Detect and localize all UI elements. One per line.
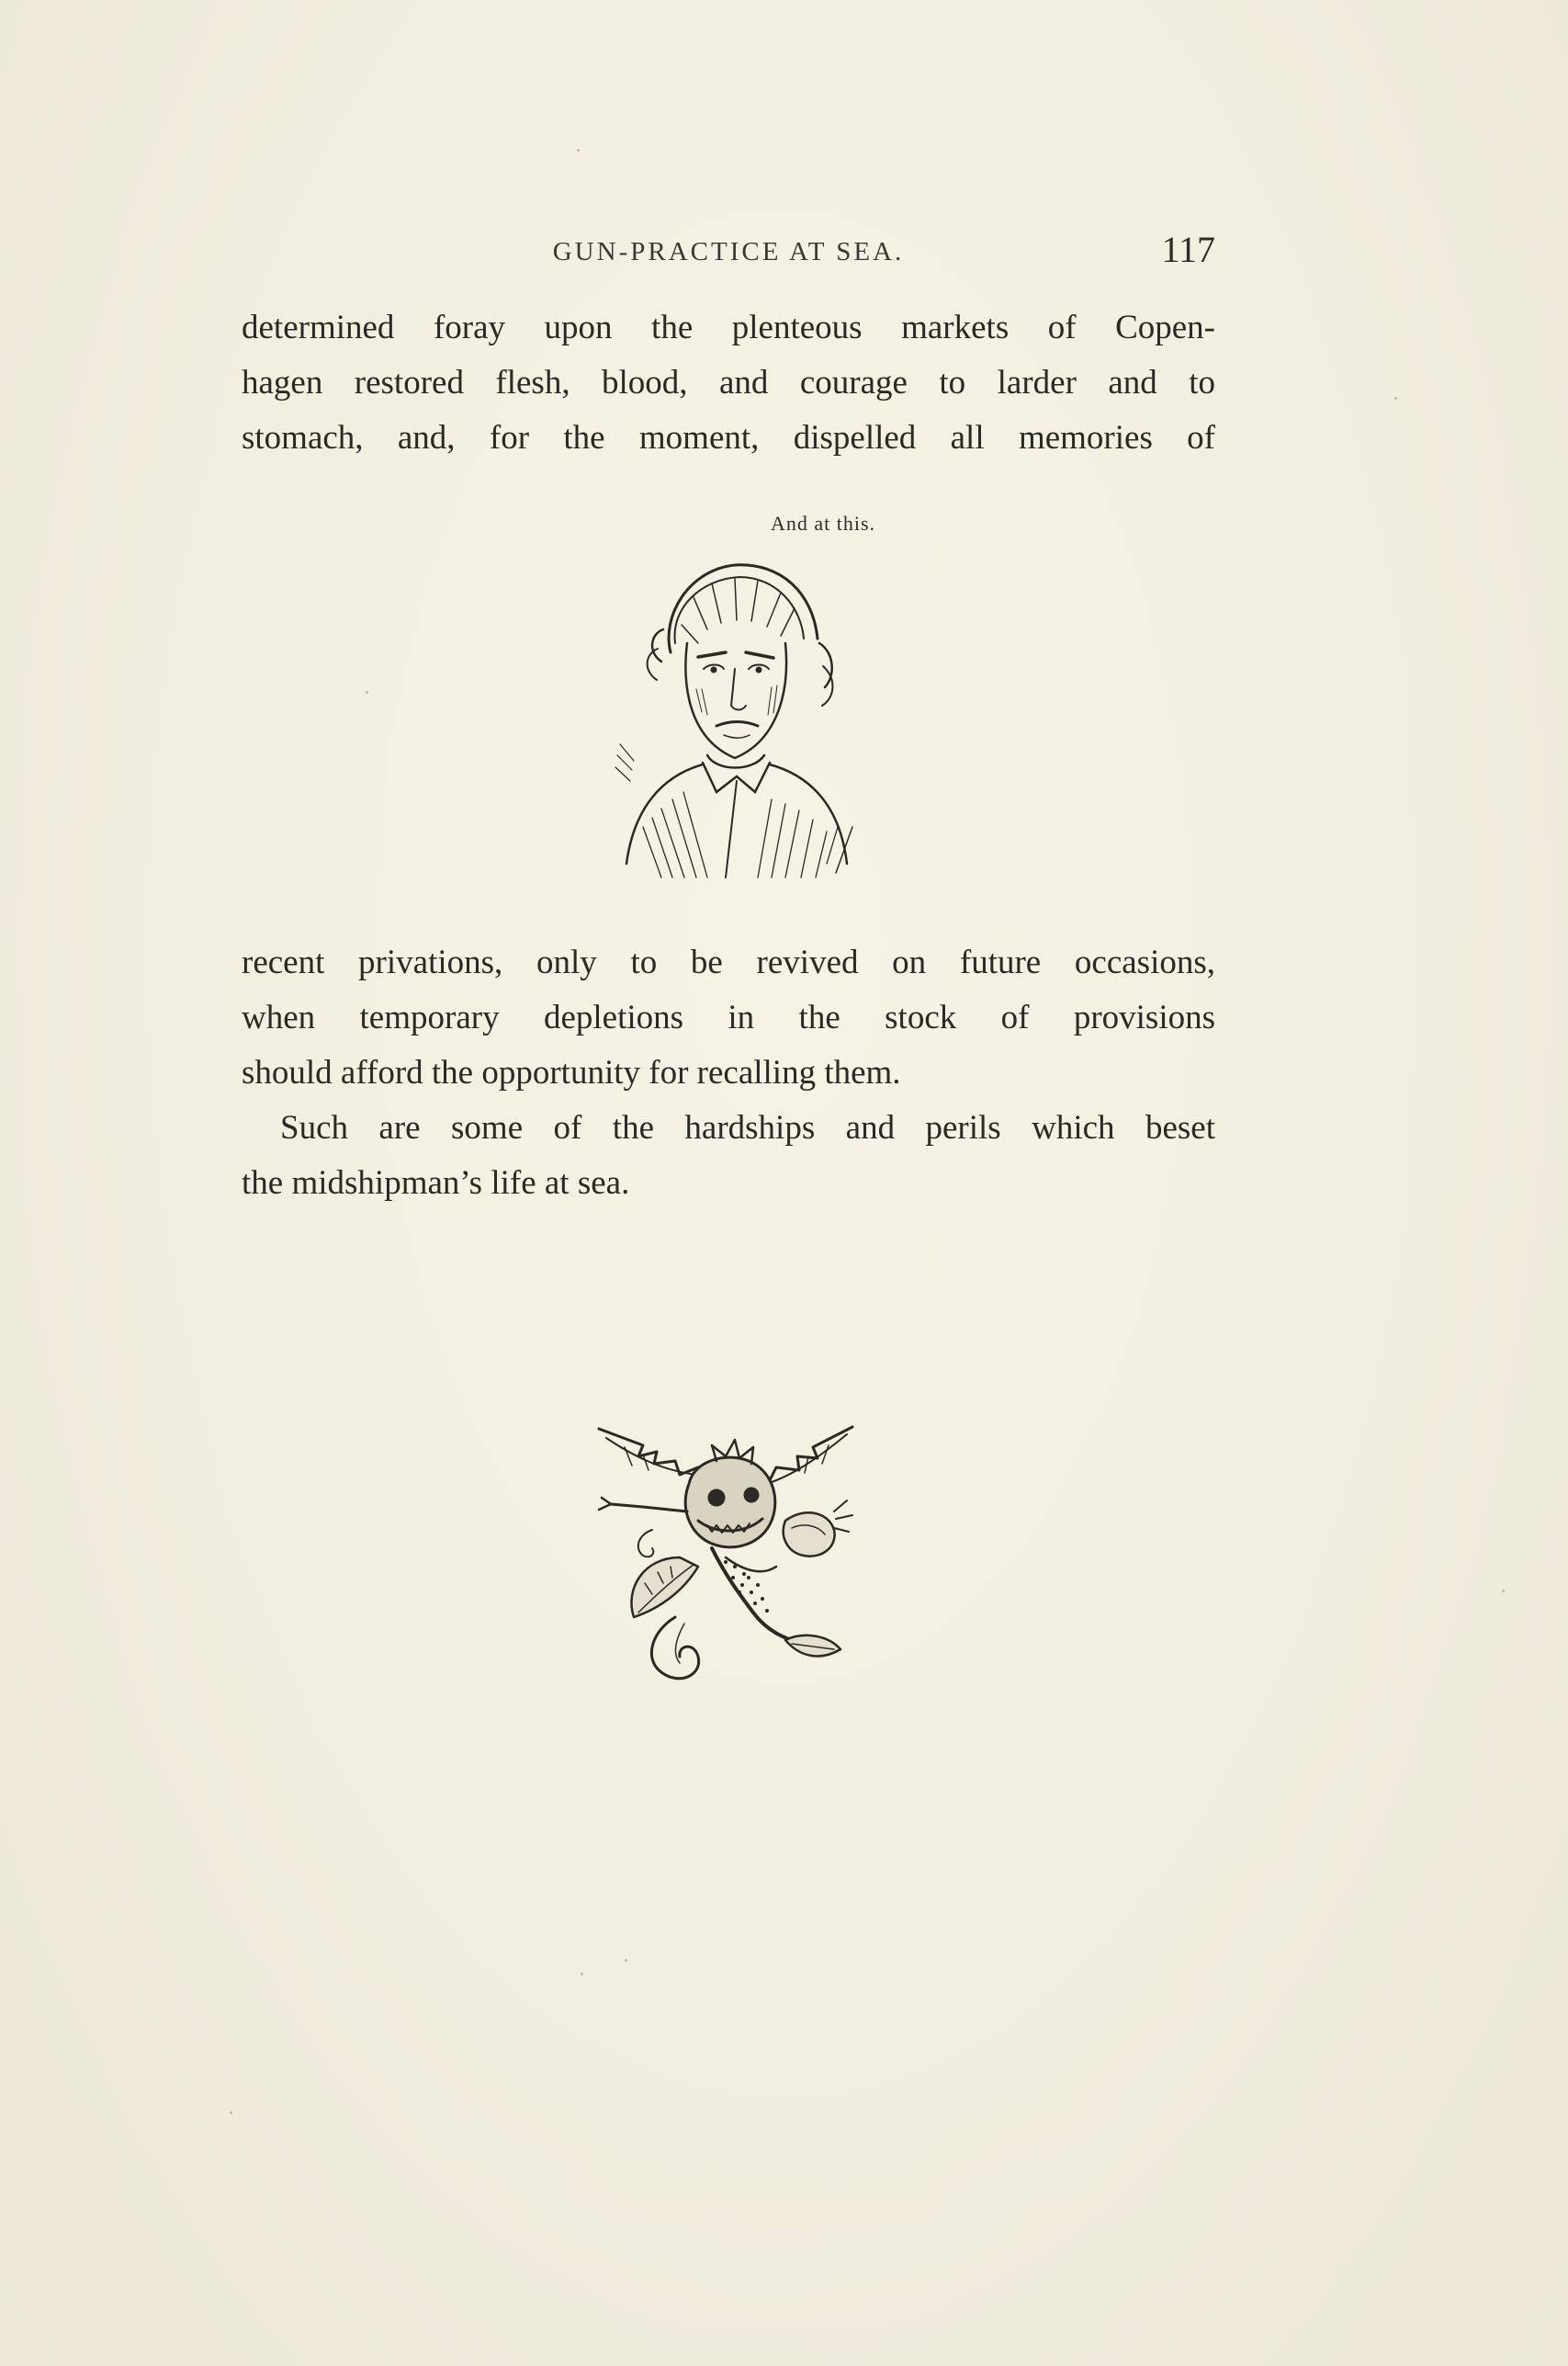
text-line: the midshipman’s life at sea. [242,1164,630,1202]
text-line: when temporary depletions in the stock of provisions [242,999,1215,1036]
page-number: 117 [1161,229,1215,270]
portrait-engraving [606,551,863,882]
running-title: GUN-PRACTICE AT SEA. [552,237,905,266]
text-line: should afford the opportunity for recalling them. [242,1054,901,1092]
paper-speck [230,2111,232,2114]
running-head [242,228,1215,274]
dragon-tailpiece-ornament [588,1420,863,1695]
text-line: recent privations, only to be revived on future occasions, [242,944,1215,981]
text-line: determined foray upon the plenteous markets of Copen- [242,309,1215,346]
illustration-caption: And at this. [770,512,876,535]
paper-speck [581,1973,583,1975]
paper-speck [577,149,580,152]
paragraph-main [242,935,1215,1211]
paragraph-continued [242,300,1215,466]
paper-speck [366,691,368,694]
text-line: hagen restored flesh, blood, and courage to larder and to [242,364,1215,402]
paper-speck [625,1959,627,1962]
paper-speck [1502,1590,1505,1592]
text-line: stomach, and, for the moment, dispelled all memories of [242,419,1215,457]
text-line: Such are some of the hardships and perils which beset [280,1109,1215,1147]
paper-speck [1394,397,1397,400]
